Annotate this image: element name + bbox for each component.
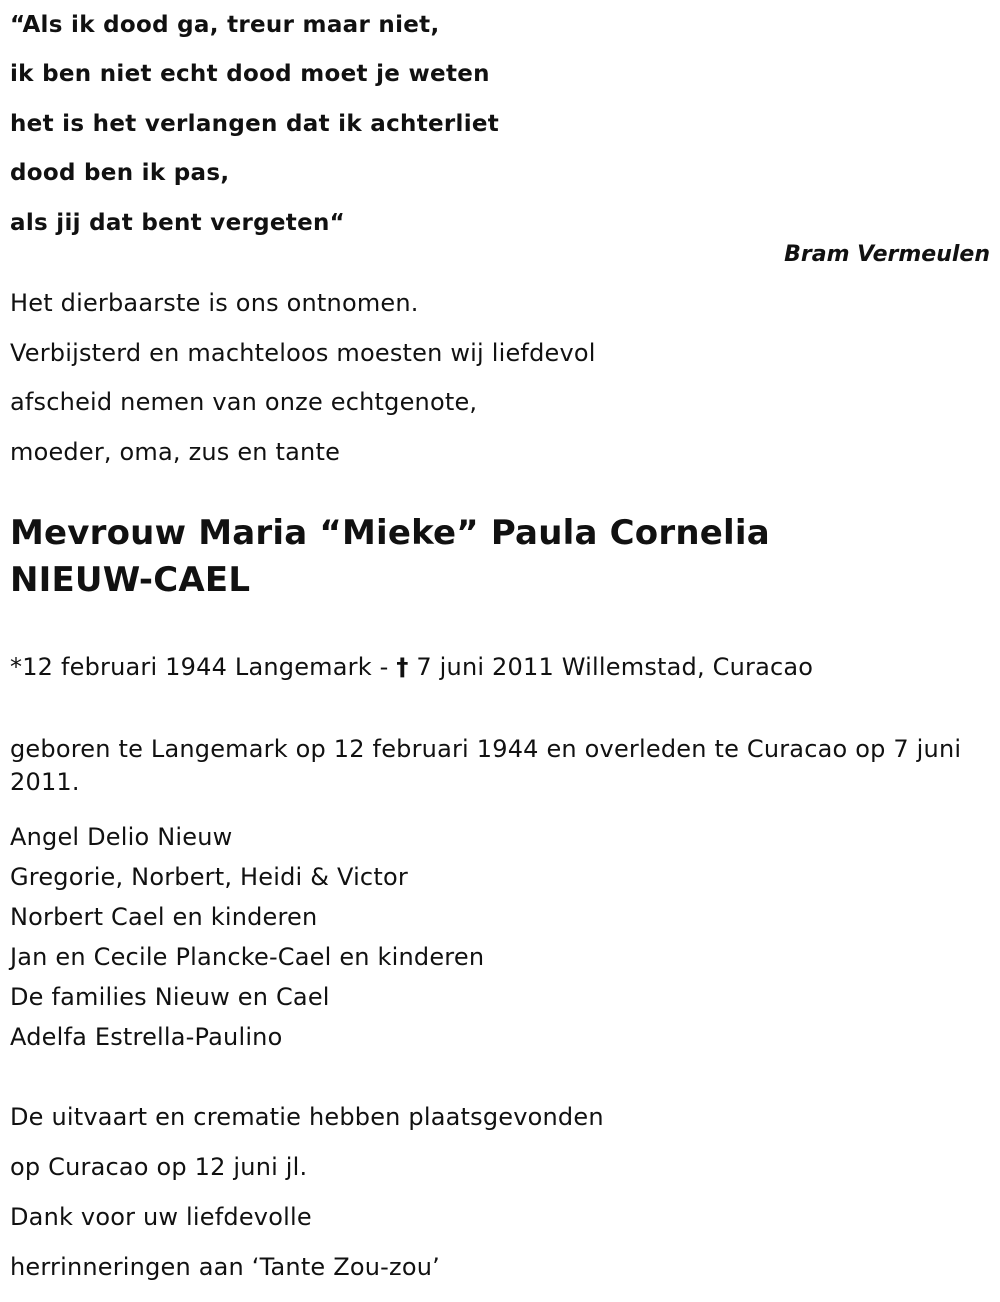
birth-info: *12 februari 1944 Langemark -	[10, 653, 397, 681]
family-member: De families Nieuw en Cael	[10, 983, 330, 1011]
cross-icon: †	[396, 653, 409, 681]
intro-line: Verbijsterd en machteloos moesten wij liefdevol	[10, 339, 596, 367]
family-member: Norbert Cael en kinderen	[10, 903, 318, 931]
poem-line: het is het verlangen dat ik achterliet	[10, 111, 500, 137]
family-member: Jan en Cecile Plancke-Cael en kinderen	[10, 943, 485, 971]
intro-line: afscheid nemen van onze echtgenote,	[10, 388, 478, 416]
family-member: Angel Delio Nieuw	[10, 823, 233, 851]
closing-line: op Curacao op 12 juni jl.	[10, 1153, 308, 1181]
poem-line: ik ben niet echt dood moet je weten	[10, 61, 490, 87]
poem-line: “Als ik dood ga, treur maar niet,	[10, 12, 440, 38]
family-member: Gregorie, Norbert, Heidi & Victor	[10, 863, 408, 891]
poem-line: als jij dat bent vergeten“	[10, 210, 346, 236]
poem-author: Bram Vermeulen	[784, 242, 990, 267]
closing-line: De uitvaart en crematie hebben plaatsgevonden	[10, 1103, 604, 1131]
intro-line: moeder, oma, zus en tante	[10, 438, 341, 466]
life-dates	[10, 653, 813, 681]
birth-death-statement: geboren te Langemark op 12 februari 1944 en overleden te Curacao op 7 juni 2011.	[10, 735, 962, 796]
closing-line: herrinneringen aan ‘Tante Zou-zou’	[10, 1253, 440, 1281]
poem-line: dood ben ik pas,	[10, 160, 230, 186]
deceased-name-line2: NIEUW-CAEL	[10, 560, 251, 600]
family-member: Adelfa Estrella-Paulino	[10, 1023, 283, 1051]
closing-line: Dank voor uw liefdevolle	[10, 1203, 312, 1231]
intro-line: Het dierbaarste is ons ontnomen.	[10, 289, 419, 317]
deceased-name-line1: Mevrouw Maria “Mieke” Paula Cornelia	[10, 513, 770, 553]
death-info: 7 juni 2011 Willemstad, Curacao	[408, 653, 814, 681]
